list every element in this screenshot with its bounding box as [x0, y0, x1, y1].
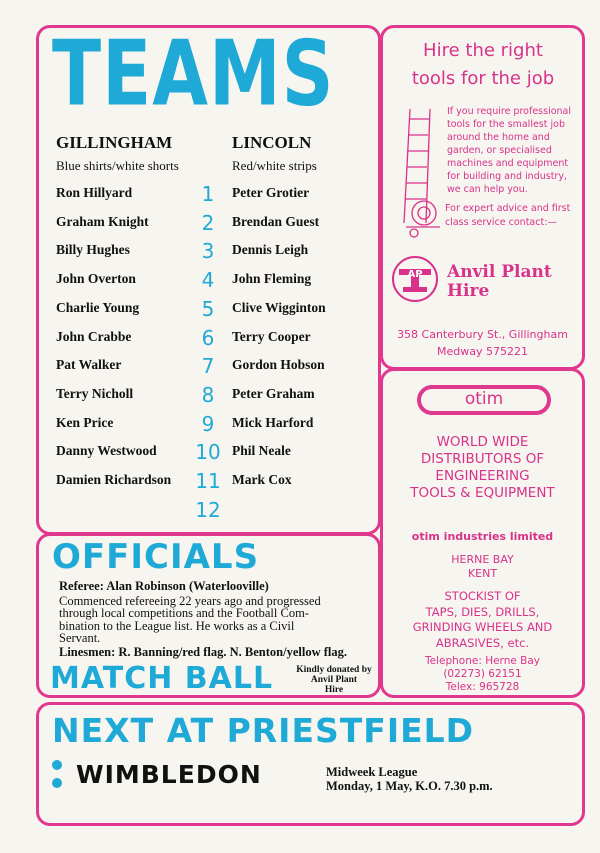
squad-number: 12 — [195, 497, 221, 522]
match-ball-title: MATCH BALL — [50, 661, 274, 696]
home-player: Charlie Young — [56, 299, 140, 315]
anvil-body-line: garden, or specialised — [447, 145, 552, 156]
home-player: Ken Price — [56, 414, 114, 430]
referee-bio-line: Commenced refereeing 22 years ago and progressed — [59, 594, 321, 608]
otim-tagline-line: TOOLS & EQUIPMENT — [410, 485, 555, 501]
otim-telephone-line: Telex: 965728 — [445, 681, 520, 693]
otim-tagline-line: WORLD WIDE — [436, 434, 529, 450]
anvil-contact-line: For expert advice and first — [445, 203, 571, 214]
away-team-kit: Red/white strips — [232, 158, 317, 173]
next-competition: Midweek League — [326, 765, 418, 779]
squad-number: 2 — [201, 210, 215, 235]
anvil-body-line: If you require professional — [447, 106, 571, 117]
next-match-title: NEXT AT PRIESTFIELD — [52, 711, 475, 750]
home-player: Terry Nicholl — [56, 385, 134, 401]
home-player: Danny Westwood — [56, 443, 157, 459]
home-player: John Crabbe — [56, 328, 132, 344]
otim-stock-line: ABRASIVES, etc. — [435, 635, 530, 650]
squad-number: 10 — [195, 440, 221, 465]
anvil-body-line: around the home and — [447, 132, 550, 143]
squad-number: 9 — [201, 411, 215, 436]
otim-company: otim industries limited — [411, 530, 554, 543]
squad-number: 6 — [201, 325, 215, 350]
ladder-illustration — [396, 105, 446, 245]
anvil-headline-2: tools for the job — [411, 68, 555, 89]
away-player: Peter Grotier — [232, 185, 310, 200]
away-player: Dennis Leigh — [232, 242, 309, 258]
anvil-brand-line-1: Anvil Plant — [447, 262, 552, 282]
away-player: Mick Harford — [232, 414, 314, 430]
home-player: John Overton — [56, 271, 136, 287]
away-player: Phil Neale — [232, 443, 291, 459]
donor-line-1: Kindly donated by — [296, 665, 372, 675]
squad-number: 5 — [201, 296, 215, 321]
anvil-phone: Medway 575221 — [437, 345, 528, 358]
anvil-body-line: we can help you. — [447, 184, 528, 195]
away-player: Clive Wigginton — [232, 299, 326, 315]
donor-line-3: Hire — [324, 685, 344, 695]
linesmen-line: Linesmen: R. Banning/red flag. N. Benton/yellow flag. — [59, 645, 347, 659]
otim-telephone-line: (02273) 62151 — [443, 668, 522, 680]
home-team-kit: Blue shirts/white shorts — [56, 158, 179, 173]
otim-stock-line: TAPS, DIES, DRILLS, — [425, 604, 540, 619]
next-date: Monday, 1 May, K.O. 7.30 p.m. — [326, 779, 493, 793]
otim-stock-line: STOCKIST OF — [444, 589, 521, 603]
officials-title: OFFICIALS — [52, 537, 260, 577]
referee-bio-line: through local competitions and the Football Com- — [59, 606, 309, 621]
squad-number: 3 — [201, 239, 215, 264]
squad-number: 1 — [201, 182, 215, 206]
home-player: Pat Walker — [56, 357, 122, 373]
anvil-brand-line-2: Hire — [447, 281, 490, 301]
home-player: Graham Knight — [56, 213, 149, 229]
match-ball-donor — [294, 665, 374, 695]
anvil-body-line: machines and equipment — [447, 158, 569, 169]
squad-number: 8 — [201, 382, 215, 407]
otim-tagline-line: DISTRIBUTORS OF — [420, 451, 545, 467]
otim-logo: otim — [464, 389, 504, 409]
squad-number: 4 — [201, 268, 215, 293]
home-team-name: GILLINGHAM — [56, 133, 173, 152]
home-player: Damien Richardson — [56, 472, 172, 487]
bullet-dot-bottom — [52, 778, 62, 788]
next-opponent: WIMBLEDON — [76, 760, 262, 789]
teams-title: TEAMS — [52, 20, 335, 126]
anvil-body-line: for building and industry, — [447, 171, 567, 182]
anvil-address: 358 Canterbury St., Gillingham — [397, 328, 568, 341]
away-player: John Fleming — [232, 271, 312, 287]
otim-tagline-line: ENGINEERING — [435, 468, 530, 484]
otim-location-line: KENT — [467, 567, 498, 580]
referee-bio-line: Servant. — [59, 630, 101, 645]
squad-number: 11 — [195, 469, 221, 493]
otim-telephone-line: Telephone: Herne Bay — [425, 655, 540, 667]
otim-location-line: HERNE BAY — [451, 553, 514, 566]
away-player: Terry Cooper — [232, 328, 311, 344]
donor-line-2: Anvil Plant — [310, 675, 358, 685]
anvil-body-line: tools for the smallest job — [447, 119, 565, 130]
away-player: Gordon Hobson — [232, 357, 325, 373]
anvil-logo-letters: AP — [407, 269, 423, 280]
anvil-headline-1: Hire the right — [423, 40, 543, 61]
referee-bio-line: bination to the League list. He works as a Civil — [59, 618, 295, 633]
away-player: Brendan Guest — [232, 213, 320, 229]
squad-number: 7 — [201, 354, 215, 379]
otim-stock-line: GRINDING WHEELS AND — [412, 620, 553, 634]
away-player: Peter Graham — [232, 385, 315, 401]
home-player: Ron Hillyard — [56, 185, 133, 200]
away-player: Mark Cox — [232, 472, 292, 487]
away-team-name: LINCOLN — [232, 133, 312, 152]
bullet-dot-top — [52, 760, 62, 770]
home-player: Billy Hughes — [56, 242, 130, 258]
anvil-contact-line: class service contact:— — [445, 217, 557, 228]
referee-line: Referee: Alan Robinson (Waterlooville) — [59, 579, 269, 593]
